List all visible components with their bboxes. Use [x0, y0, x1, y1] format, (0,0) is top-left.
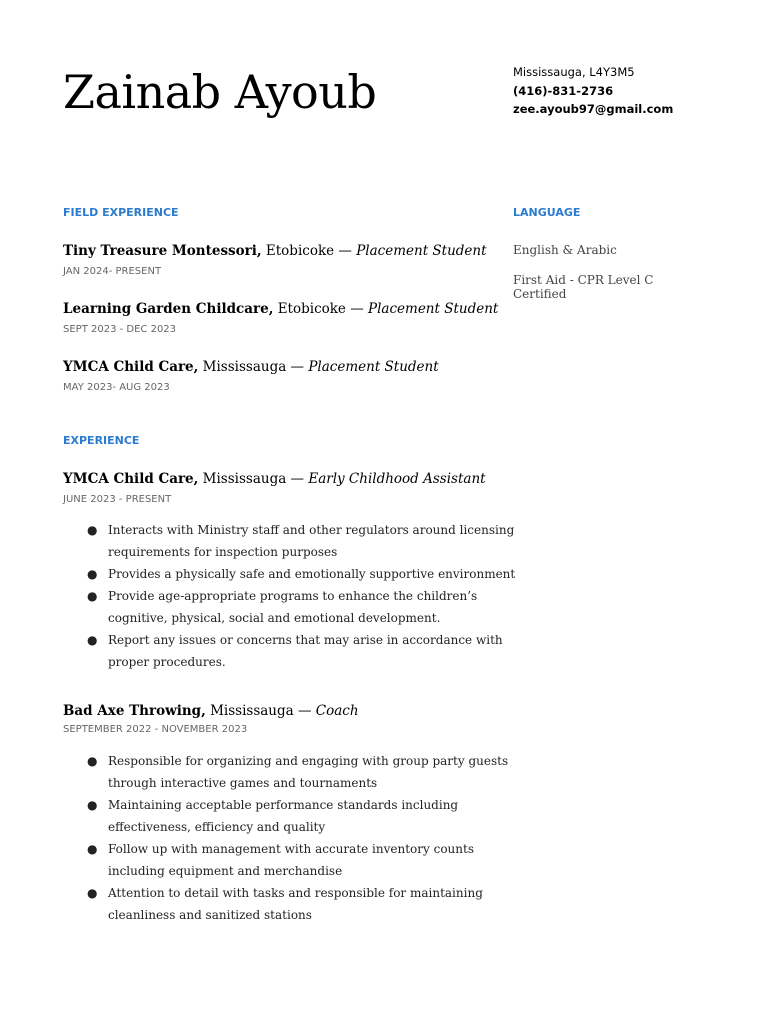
entry-organization: Bad Axe Throwing,	[63, 703, 206, 719]
entry-role: Coach	[315, 703, 359, 719]
list-item-line: cleanliness and sanitized stations	[108, 908, 312, 922]
entry-title	[63, 358, 493, 376]
main-column	[63, 205, 516, 926]
list-item-line: Provide age-appropriate programs to enhance the children’s	[108, 589, 478, 603]
list-item-line: through interactive games and tournaments	[108, 776, 378, 790]
experience-entry	[63, 470, 516, 673]
bullet-icon: ●	[87, 633, 98, 647]
list-item	[63, 585, 493, 629]
list-item	[63, 838, 493, 882]
certification-item-line: First Aid - CPR Level C	[513, 272, 654, 287]
language-item	[513, 243, 713, 258]
side-column	[513, 205, 713, 302]
field-entry	[63, 242, 493, 279]
entry-title	[63, 242, 493, 260]
entry-dates: MAY 2023- AUG 2023	[63, 382, 170, 393]
entry-role: Placement Student	[368, 301, 499, 317]
list-item-line: including equipment and merchandise	[108, 864, 343, 878]
list-item-line: requirements for inspection purposes	[108, 545, 338, 559]
bullet-icon: ●	[87, 886, 98, 900]
contact-info	[513, 63, 673, 119]
section-heading-language: LANGUAGE	[513, 206, 581, 219]
list-item-line: proper procedures.	[108, 655, 226, 669]
entry-location: Mississauga —	[198, 359, 309, 375]
list-item-line: Report any issues or concerns that may arise in accordance with	[108, 633, 503, 647]
bullet-icon: ●	[87, 567, 98, 581]
section-heading-experience: EXPERIENCE	[63, 434, 140, 447]
certification-item	[513, 273, 713, 302]
list-item	[63, 519, 515, 563]
section-heading-field-experience: FIELD EXPERIENCE	[63, 206, 179, 219]
list-item-line: effectiveness, efficiency and quality	[108, 820, 326, 834]
list-item	[63, 750, 509, 794]
list-item	[63, 563, 516, 585]
entry-organization: Tiny Treasure Montessori,	[63, 243, 262, 259]
entry-location: Mississauga —	[205, 703, 316, 719]
experience-entry	[63, 702, 509, 926]
entry-role: Early Childhood Assistant	[308, 471, 486, 487]
address: Mississauga, L4Y3M5	[513, 65, 635, 79]
duties-list	[63, 519, 516, 673]
entry-organization: YMCA Child Care,	[63, 471, 199, 487]
entry-title	[63, 470, 493, 488]
candidate-name: Zainab Ayoub	[63, 65, 377, 119]
field-entry	[63, 300, 499, 337]
bullet-icon: ●	[87, 754, 98, 768]
entry-dates: JAN 2024- PRESENT	[63, 266, 162, 277]
list-item-line: Follow up with management with accurate inventory counts	[108, 842, 474, 856]
entry-dates: JUNE 2023 - PRESENT	[63, 494, 172, 505]
list-item-line: cognitive, physical, social and emotional development.	[108, 611, 441, 625]
list-item-line: Responsible for organizing and engaging with group party guests	[108, 754, 509, 768]
entry-location: Mississauga —	[198, 471, 309, 487]
email-address: zee.ayoub97@gmail.com	[513, 102, 674, 116]
field-entry	[63, 358, 493, 395]
list-item-line: Attention to detail with tasks and responsible for maintaining	[108, 886, 483, 900]
entry-title	[63, 702, 493, 720]
entry-dates: SEPT 2023 - DEC 2023	[63, 324, 177, 335]
entry-location: Etobicoke —	[273, 301, 369, 317]
certification-item-line: Certified	[513, 287, 567, 301]
entry-location: Etobicoke —	[261, 243, 357, 259]
list-item-line: Provides a physically safe and emotionally supportive environment	[108, 567, 516, 581]
experience-section	[63, 433, 516, 926]
entry-title	[63, 300, 499, 318]
entry-organization: Learning Garden Childcare,	[63, 301, 274, 317]
language-item-line: English & Arabic	[513, 243, 617, 257]
field-experience-section	[63, 205, 499, 395]
bullet-icon: ●	[87, 842, 98, 856]
entry-dates: SEPTEMBER 2022 - NOVEMBER 2023	[63, 724, 248, 735]
bullet-icon: ●	[87, 589, 98, 603]
list-item-line: Interacts with Ministry staff and other regulators around licensing	[108, 523, 515, 537]
list-item	[63, 629, 503, 673]
bullet-icon: ●	[87, 523, 98, 537]
entry-organization: YMCA Child Care,	[63, 359, 199, 375]
duties-list	[63, 750, 509, 926]
list-item-line: Maintaining acceptable performance standards including	[108, 798, 459, 812]
entry-role: Placement Student	[308, 359, 439, 375]
bullet-icon: ●	[87, 798, 98, 812]
list-item	[63, 794, 493, 838]
list-item	[63, 882, 493, 926]
phone-number: (416)-831-2736	[513, 83, 614, 98]
entry-role: Placement Student	[356, 243, 487, 259]
